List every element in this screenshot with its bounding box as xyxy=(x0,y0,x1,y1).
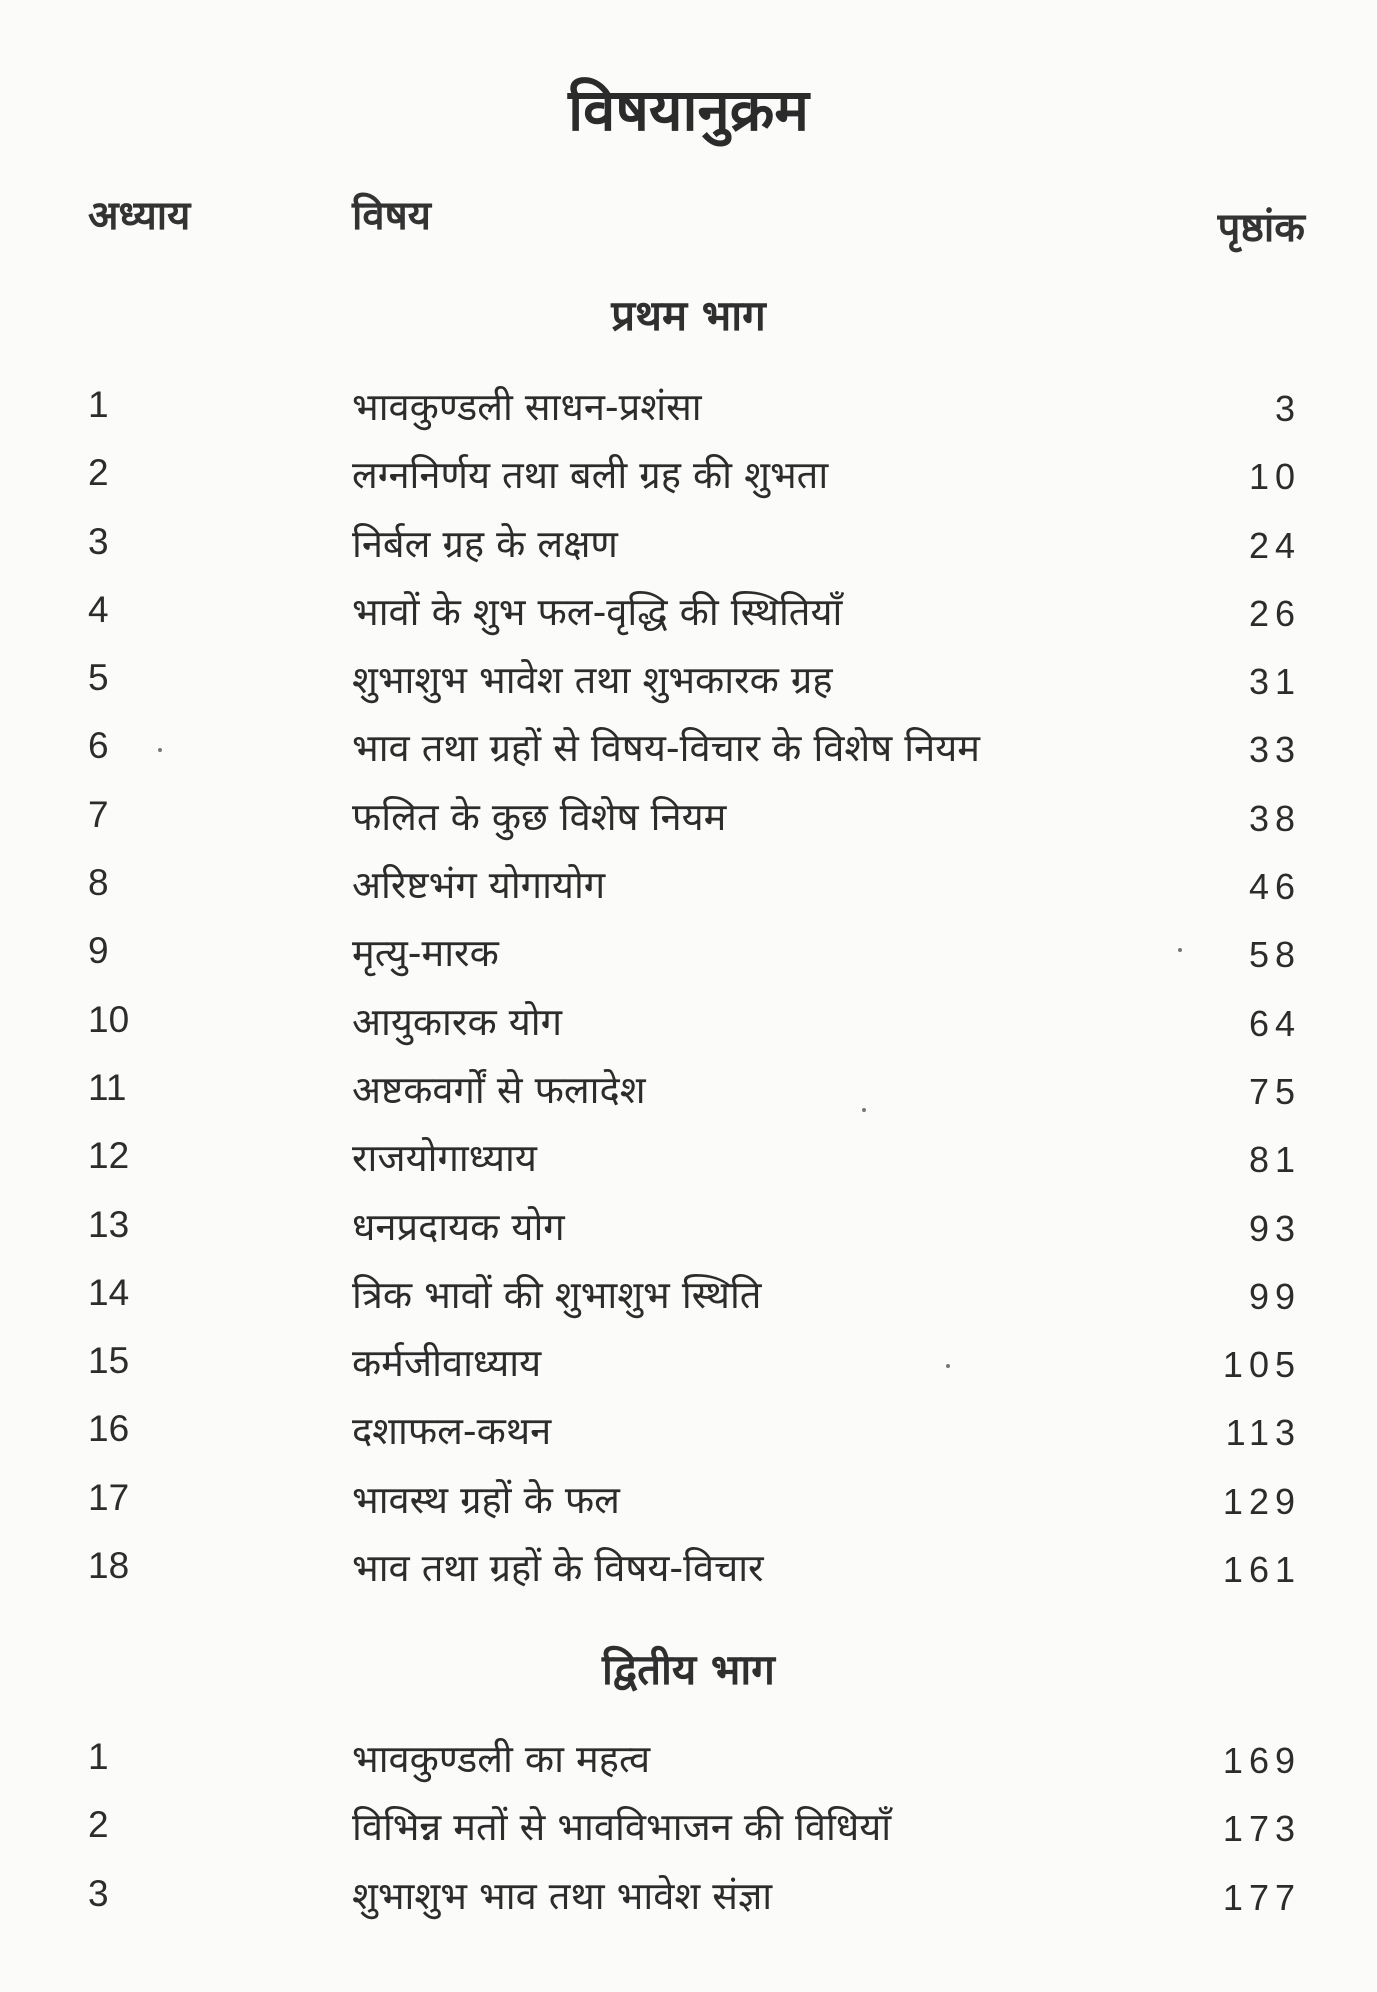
list-item xyxy=(0,1057,1377,1125)
list-item xyxy=(0,1467,1377,1535)
list-item xyxy=(0,511,1377,579)
chapter-topic: अरिष्टभंग योगायोग xyxy=(352,863,606,908)
column-headers xyxy=(0,186,1377,251)
scan-speck xyxy=(1178,948,1182,952)
chapter-number: 12 xyxy=(88,1135,130,1177)
page-number: 99 xyxy=(1248,1275,1301,1317)
chapter-number: 15 xyxy=(88,1340,130,1382)
chapter-number: 13 xyxy=(88,1203,130,1245)
page-number: 26 xyxy=(1248,592,1301,634)
chapter-topic: त्रिक भावों की शुभाशुभ स्थिति xyxy=(352,1272,762,1317)
scan-speck xyxy=(862,1108,866,1112)
chapter-topic: लग्ननिर्णय तथा बली ग्रह की शुभता xyxy=(352,453,829,498)
chapter-topic: अष्टकवर्गों से फलादेश xyxy=(352,1067,646,1112)
page-number: 38 xyxy=(1248,797,1301,839)
chapter-topic: फलित के कुछ विशेष नियम xyxy=(352,794,727,839)
section-heading-part-2: द्वितीय भाग xyxy=(602,1645,775,1694)
list-item xyxy=(0,579,1377,647)
chapter-number: 3 xyxy=(88,520,109,562)
page-number: 169 xyxy=(1222,1740,1301,1781)
list-item xyxy=(0,1398,1377,1466)
page-title: विषयानुक्रम xyxy=(568,76,809,144)
page-number: 64 xyxy=(1248,1002,1301,1044)
page-number: 93 xyxy=(1248,1207,1301,1249)
list-item xyxy=(0,1194,1377,1262)
chapter-number: 17 xyxy=(88,1476,130,1518)
header-chapter: अध्याय xyxy=(88,193,191,239)
page-number: 75 xyxy=(1248,1070,1301,1112)
list-item xyxy=(0,784,1377,852)
chapter-number: 1 xyxy=(88,384,109,425)
chapter-number: 5 xyxy=(88,657,109,699)
list-item xyxy=(0,374,1377,442)
contents-list-part-1 xyxy=(0,374,1377,1603)
list-item xyxy=(0,920,1377,988)
chapter-topic: धनप्रदायक योग xyxy=(352,1204,565,1249)
chapter-topic: मृत्यु-मारक xyxy=(352,931,499,976)
page-number: 113 xyxy=(1225,1412,1301,1454)
page-number: 46 xyxy=(1248,866,1301,908)
chapter-topic: भाव तथा ग्रहों से विषय-विचार के विशेष नियम xyxy=(352,726,980,771)
chapter-number: 18 xyxy=(88,1545,130,1587)
page-number: 173 xyxy=(1222,1808,1301,1850)
chapter-number: 7 xyxy=(88,793,109,835)
chapter-topic: भावों के शुभ फल-वृद्धि की स्थितियाँ xyxy=(352,589,843,634)
chapter-topic: शुभाशुभ भाव तथा भावेश संज्ञा xyxy=(352,1873,773,1918)
page-number: 31 xyxy=(1248,661,1301,703)
contents-list-part-2 xyxy=(0,1726,1377,1931)
scan-speck xyxy=(158,748,162,752)
list-item xyxy=(0,989,1377,1057)
list-item xyxy=(0,1726,1377,1794)
page-number: 105 xyxy=(1222,1344,1301,1386)
chapter-topic: भावकुण्डली साधन-प्रशंसा xyxy=(352,385,702,429)
chapter-number: 2 xyxy=(88,1804,109,1846)
chapter-number: 6 xyxy=(88,725,109,767)
chapter-number: 9 xyxy=(88,930,109,972)
chapter-topic: कर्मजीवाध्याय xyxy=(352,1341,542,1386)
list-item xyxy=(0,1125,1377,1193)
chapter-number: 4 xyxy=(88,588,109,630)
header-subject: विषय xyxy=(352,193,431,239)
page-number: 161 xyxy=(1222,1549,1301,1591)
chapter-topic: दशाफल-कथन xyxy=(352,1409,552,1454)
scan-speck xyxy=(946,1364,950,1368)
chapter-topic: विभिन्न मतों से भावविभाजन की विधियाँ xyxy=(352,1805,892,1850)
list-item xyxy=(0,647,1377,715)
chapter-number: 3 xyxy=(88,1872,109,1914)
chapter-topic: भावस्थ ग्रहों के फल xyxy=(352,1477,620,1522)
chapter-number: 11 xyxy=(88,1066,127,1108)
chapter-topic: निर्बल ग्रह के लक्षण xyxy=(352,521,618,566)
list-item xyxy=(0,1262,1377,1330)
list-item xyxy=(0,442,1377,510)
list-item xyxy=(0,1794,1377,1862)
chapter-topic: शुभाशुभ भावेश तथा शुभकारक ग्रह xyxy=(352,658,833,703)
chapter-number: 10 xyxy=(88,998,130,1040)
page-number: 81 xyxy=(1248,1139,1301,1181)
chapter-number: 2 xyxy=(88,452,109,494)
chapter-number: 1 xyxy=(88,1736,109,1777)
page-number: 3 xyxy=(1274,388,1301,429)
chapter-number: 14 xyxy=(88,1271,130,1313)
list-item xyxy=(0,1330,1377,1398)
section-heading-part-1: प्रथम भाग xyxy=(611,291,766,340)
page-number: 10 xyxy=(1248,456,1301,498)
chapter-topic: भाव तथा ग्रहों के विषय-विचार xyxy=(352,1546,764,1591)
chapter-number: 16 xyxy=(88,1408,130,1450)
page-number: 58 xyxy=(1248,934,1301,976)
header-page: पृष्ठांक xyxy=(1217,205,1305,251)
page-number: 24 xyxy=(1248,524,1301,566)
page-number: 33 xyxy=(1248,729,1301,771)
chapter-topic: आयुकारक योग xyxy=(352,999,562,1044)
page-number: 177 xyxy=(1222,1876,1301,1918)
chapter-topic: भावकुण्डली का महत्व xyxy=(352,1737,651,1781)
list-item xyxy=(0,715,1377,783)
list-item xyxy=(0,1863,1377,1931)
list-item xyxy=(0,1535,1377,1603)
chapter-number: 8 xyxy=(88,862,109,904)
chapter-topic: राजयोगाध्याय xyxy=(352,1136,537,1181)
page-number: 129 xyxy=(1222,1480,1301,1522)
list-item xyxy=(0,852,1377,920)
